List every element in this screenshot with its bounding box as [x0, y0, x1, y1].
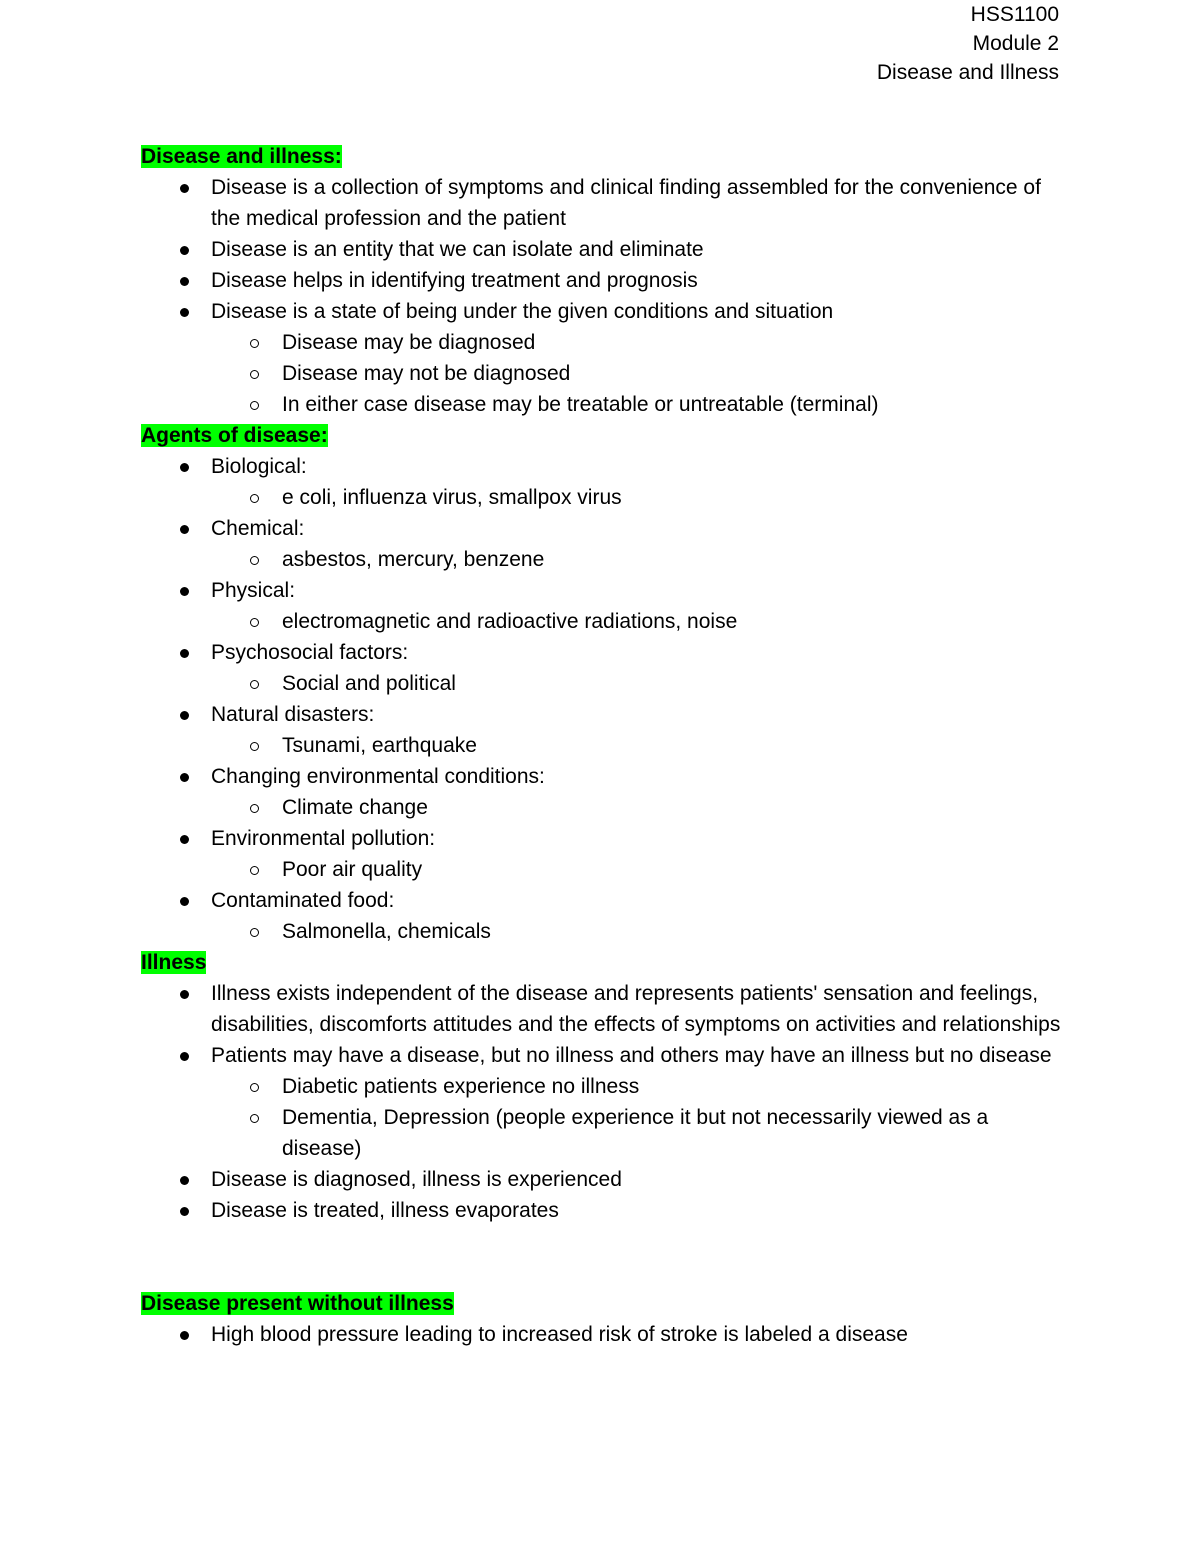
page-header [877, 0, 1059, 87]
sub-list-item-text: Social and political [282, 672, 456, 695]
sub-list-item-text: Diabetic patients experience no illness [282, 1075, 640, 1098]
bullet-disc-icon [180, 990, 189, 999]
bullet-disc-icon [180, 1207, 189, 1216]
sub-list-item [141, 1102, 1061, 1164]
section-heading-text: Illness [141, 951, 207, 974]
list-item [141, 265, 1061, 296]
list-item-text: Disease is diagnosed, illness is experienced [211, 1168, 622, 1191]
list-item [141, 978, 1061, 1040]
sub-list-item-text: electromagnetic and radioactive radiations, noise [282, 610, 738, 633]
bullet-circle-icon [250, 370, 259, 379]
bullet-circle-icon [250, 1114, 259, 1123]
sub-bullet-list [211, 730, 1061, 761]
course-code: HSS1100 [970, 3, 1059, 26]
sub-bullet-list [211, 482, 1061, 513]
sub-list-item [141, 544, 1061, 575]
list-item-text: Psychosocial factors: [211, 641, 409, 664]
list-item-text: High blood pressure leading to increased risk of stroke is labeled a disease [211, 1323, 908, 1346]
section-heading-text: Agents of disease: [141, 424, 328, 447]
bullet-disc-icon [180, 835, 189, 844]
sub-bullet-list [211, 1071, 1061, 1164]
list-item-text: Physical: [211, 579, 296, 602]
bullet-disc-icon [180, 277, 189, 286]
sub-bullet-list [211, 792, 1061, 823]
sub-list-item-text: Poor air quality [282, 858, 423, 881]
bullet-circle-icon [250, 401, 259, 410]
list-item [141, 513, 1061, 575]
sub-list-item-text: asbestos, mercury, benzene [282, 548, 545, 571]
sub-list-item [141, 1071, 1061, 1102]
bullet-list [141, 978, 1061, 1226]
bullet-disc-icon [180, 308, 189, 317]
bullet-list [141, 172, 1061, 420]
list-item-text: Biological: [211, 455, 307, 478]
bullet-disc-icon [180, 587, 189, 596]
list-item [141, 885, 1061, 947]
sub-list-item [141, 916, 1061, 947]
sub-bullet-list [211, 327, 1061, 420]
sub-list-item [141, 854, 1061, 885]
sub-list-item [141, 606, 1061, 637]
sub-list-item-text: In either case disease may be treatable or untreatable (terminal) [282, 393, 879, 416]
bullet-list [141, 1319, 1061, 1350]
section-heading [141, 1288, 1061, 1319]
section-heading [141, 420, 1061, 451]
bullet-circle-icon [250, 928, 259, 937]
section-heading [141, 947, 1061, 978]
notes-body [141, 141, 1061, 1350]
sub-list-item [141, 730, 1061, 761]
bullet-disc-icon [180, 1052, 189, 1061]
bullet-disc-icon [180, 897, 189, 906]
list-item-text: Disease is treated, illness evaporates [211, 1199, 559, 1222]
module-label: Module 2 [972, 32, 1059, 55]
list-item [141, 451, 1061, 513]
list-item-text: Disease helps in identifying treatment and prognosis [211, 269, 698, 292]
sub-bullet-list [211, 606, 1061, 637]
sub-list-item-text: Disease may not be diagnosed [282, 362, 571, 385]
sub-list-item [141, 327, 1061, 358]
list-item [141, 296, 1061, 420]
sub-bullet-list [211, 544, 1061, 575]
bullet-circle-icon [250, 618, 259, 627]
sub-list-item-text: e coli, influenza virus, smallpox virus [282, 486, 622, 509]
list-item [141, 575, 1061, 637]
sub-bullet-list [211, 916, 1061, 947]
list-item-text: Natural disasters: [211, 703, 375, 726]
bullet-disc-icon [180, 525, 189, 534]
sub-list-item [141, 792, 1061, 823]
list-item [141, 761, 1061, 823]
list-item-text: Contaminated food: [211, 889, 395, 912]
bullet-disc-icon [180, 711, 189, 720]
bullet-circle-icon [250, 804, 259, 813]
topic-label: Disease and Illness [876, 61, 1059, 84]
sub-list-item [141, 668, 1061, 699]
list-item [141, 699, 1061, 761]
bullet-list [141, 451, 1061, 947]
bullet-circle-icon [250, 339, 259, 348]
bullet-disc-icon [180, 246, 189, 255]
section-heading-text: Disease and illness: [141, 145, 342, 168]
list-item [141, 1040, 1061, 1164]
sub-list-item [141, 482, 1061, 513]
list-item [141, 1319, 1061, 1350]
bullet-disc-icon [180, 773, 189, 782]
list-item-text: Environmental pollution: [211, 827, 436, 850]
sub-list-item-text: Disease may be diagnosed [282, 331, 536, 354]
bullet-circle-icon [250, 556, 259, 565]
list-item-text: Changing environmental conditions: [211, 765, 545, 788]
list-item-text: Disease is an entity that we can isolate and eliminate [211, 238, 704, 261]
sub-list-item-text: Salmonella, chemicals [282, 920, 491, 943]
sub-bullet-list [211, 668, 1061, 699]
bullet-disc-icon [180, 1331, 189, 1340]
bullet-circle-icon [250, 680, 259, 689]
list-item-text: Patients may have a disease, but no illness and others may have an illness but no disease [211, 1044, 1052, 1067]
list-item [141, 823, 1061, 885]
sub-list-item-text: Climate change [282, 796, 428, 819]
list-item [141, 1195, 1061, 1226]
sub-list-item-text: Dementia, Depression (people experience it but not necessarily viewed as a disease) [282, 1106, 989, 1160]
sub-list-item [141, 389, 1061, 420]
list-item [141, 1164, 1061, 1195]
bullet-disc-icon [180, 1176, 189, 1185]
sub-bullet-list [211, 854, 1061, 885]
list-item-text: Disease is a collection of symptoms and clinical finding assembled for the convenience of the medical profession and the patient [211, 176, 1041, 230]
bullet-circle-icon [250, 494, 259, 503]
sub-list-item [141, 358, 1061, 389]
section-spacer [141, 1226, 1061, 1288]
list-item [141, 637, 1061, 699]
section-heading [141, 141, 1061, 172]
sub-list-item-text: Tsunami, earthquake [282, 734, 477, 757]
bullet-disc-icon [180, 463, 189, 472]
list-item-text: Illness exists independent of the disease and represents patients' sensation and feelings, disabilities, discomforts attitudes and the effects of symptoms on activities and relationships [211, 982, 1061, 1036]
bullet-circle-icon [250, 742, 259, 751]
bullet-disc-icon [180, 649, 189, 658]
list-item-text: Chemical: [211, 517, 305, 540]
bullet-circle-icon [250, 1083, 259, 1092]
list-item [141, 234, 1061, 265]
list-item [141, 172, 1061, 234]
bullet-disc-icon [180, 184, 189, 193]
bullet-circle-icon [250, 866, 259, 875]
list-item-text: Disease is a state of being under the given conditions and situation [211, 300, 834, 323]
section-heading-text: Disease present without illness [141, 1292, 454, 1315]
